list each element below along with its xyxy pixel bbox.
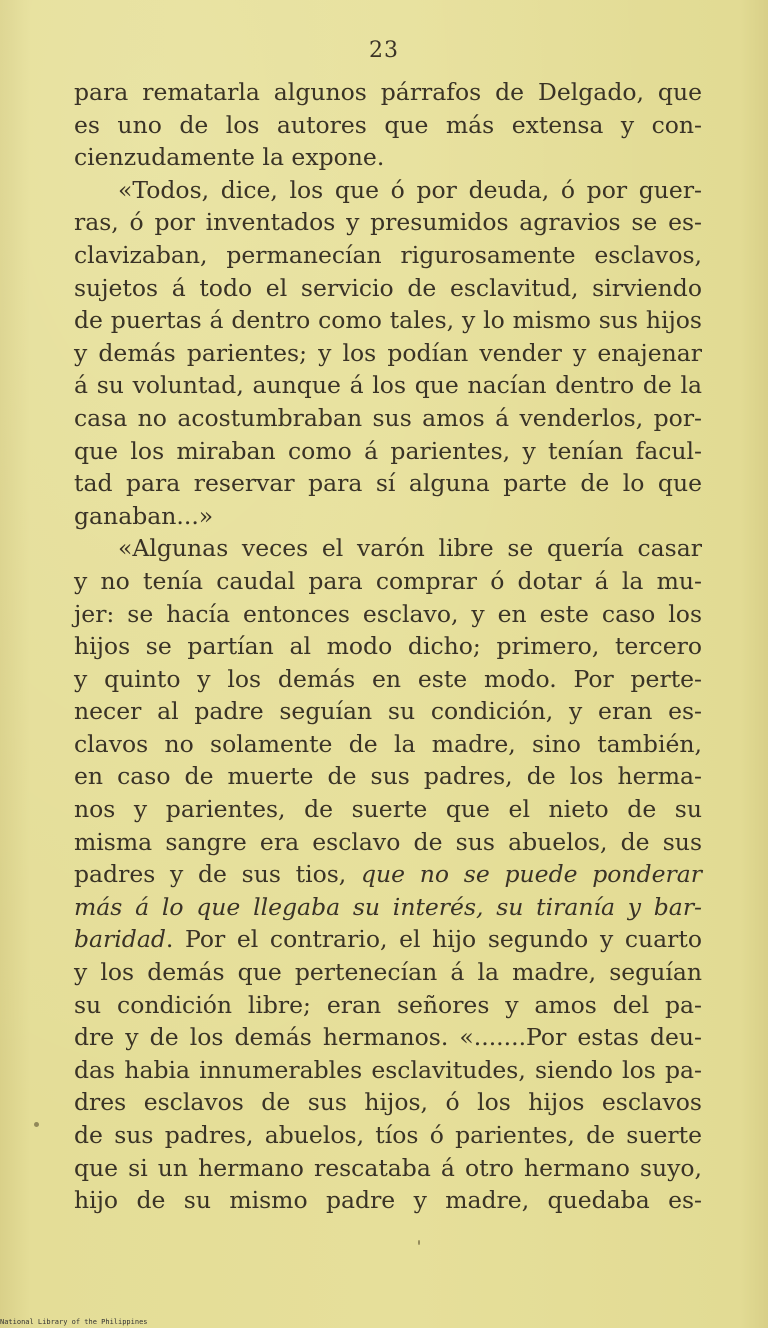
text-line: y no tenía caudal para comprar ó dotar á la mu-	[74, 566, 702, 595]
text-line: das habia innumerables esclavitudes, siendo los pa-	[74, 1055, 702, 1084]
text-line: clavizaban, permanecían rigurosamente esclavos,	[74, 240, 702, 269]
italic-text: baridad	[74, 925, 166, 954]
text-line: su condición libre; eran señores y amos del pa-	[74, 990, 702, 1019]
body-text	[56, 76, 702, 1217]
text-line: y los demás que pertenecían á la madre, seguían	[74, 958, 702, 987]
text-line: dres esclavos de sus hijos, ó los hijos esclavos	[74, 1088, 702, 1117]
text-line	[56, 858, 702, 891]
text-line: ras, ó por inventados y presumidos agravios se es-	[74, 208, 702, 237]
text-line: misma sangre era esclavo de sus abuelos, de sus	[74, 827, 702, 856]
library-credit: National Library of the Philippines	[0, 1318, 148, 1326]
text-line: sujetos á todo el servicio de esclavitud, sirviendo	[74, 273, 702, 302]
text-line: cienzudamente la expone.	[74, 143, 385, 172]
text-line: que si un hermano rescataba á otro hermano suyo,	[74, 1153, 702, 1182]
italic-text: que no se puede ponderar	[361, 860, 702, 889]
text-line: hijos se partían al modo dicho; primero, tercero	[74, 632, 702, 661]
text-line: necer al padre seguían su condición, y eran es-	[74, 697, 702, 726]
text-line: y quinto y los demás en este modo. Por perte-	[74, 664, 702, 693]
text-segment: padres y de sus tios,	[74, 860, 361, 889]
text-line: «Algunas veces el varón libre se quería casar	[118, 534, 702, 563]
text-line: para rematarla algunos párrafos de Delgado, que	[74, 78, 702, 106]
text-line: tad para reservar para sí alguna parte de lo que	[74, 469, 702, 498]
text-line	[56, 891, 702, 924]
text-line: de sus padres, abuelos, tíos ó parientes, de suerte	[74, 1121, 702, 1149]
text-line: dre y de los demás hermanos. «.......Por estas deu-	[74, 1023, 702, 1052]
text-line: de puertas á dentro como tales, y lo mismo sus hijos	[74, 306, 702, 335]
text-line	[56, 923, 702, 956]
paper-speck	[34, 1122, 39, 1127]
text-segment: . Por el contrario, el hijo segundo y cuarto	[165, 925, 702, 954]
text-line: que los miraban como á parientes, y tenían facul-	[74, 436, 702, 465]
text-line: nos y parientes, de suerte que el nieto de su	[74, 795, 702, 824]
page-number: 23	[369, 38, 399, 63]
text-line: á su voluntad, aunque á los que nacían dentro de la	[74, 371, 702, 400]
text-line: clavos no solamente de la madre, sino también,	[74, 729, 702, 758]
text-line: hijo de su mismo padre y madre, quedaba es-	[74, 1186, 702, 1215]
italic-text: más á lo que llegaba su interés, su tiranía y bar-	[74, 892, 702, 921]
text-line: jer: se hacía entonces esclavo, y en este caso los	[74, 599, 702, 628]
paper-speck	[418, 1240, 420, 1245]
text-line: en caso de muerte de sus padres, de los herma-	[74, 762, 702, 791]
text-line: ganaban...»	[74, 501, 214, 530]
text-line: «Todos, dice, los que ó por deuda, ó por guer-	[118, 175, 702, 204]
text-line: es uno de los autores que más extensa y con-	[74, 110, 702, 139]
text-line: casa no acostumbraban sus amos á venderlos, por-	[74, 403, 702, 432]
text-line: y demás parientes; y los podían vender y enajenar	[74, 338, 702, 367]
